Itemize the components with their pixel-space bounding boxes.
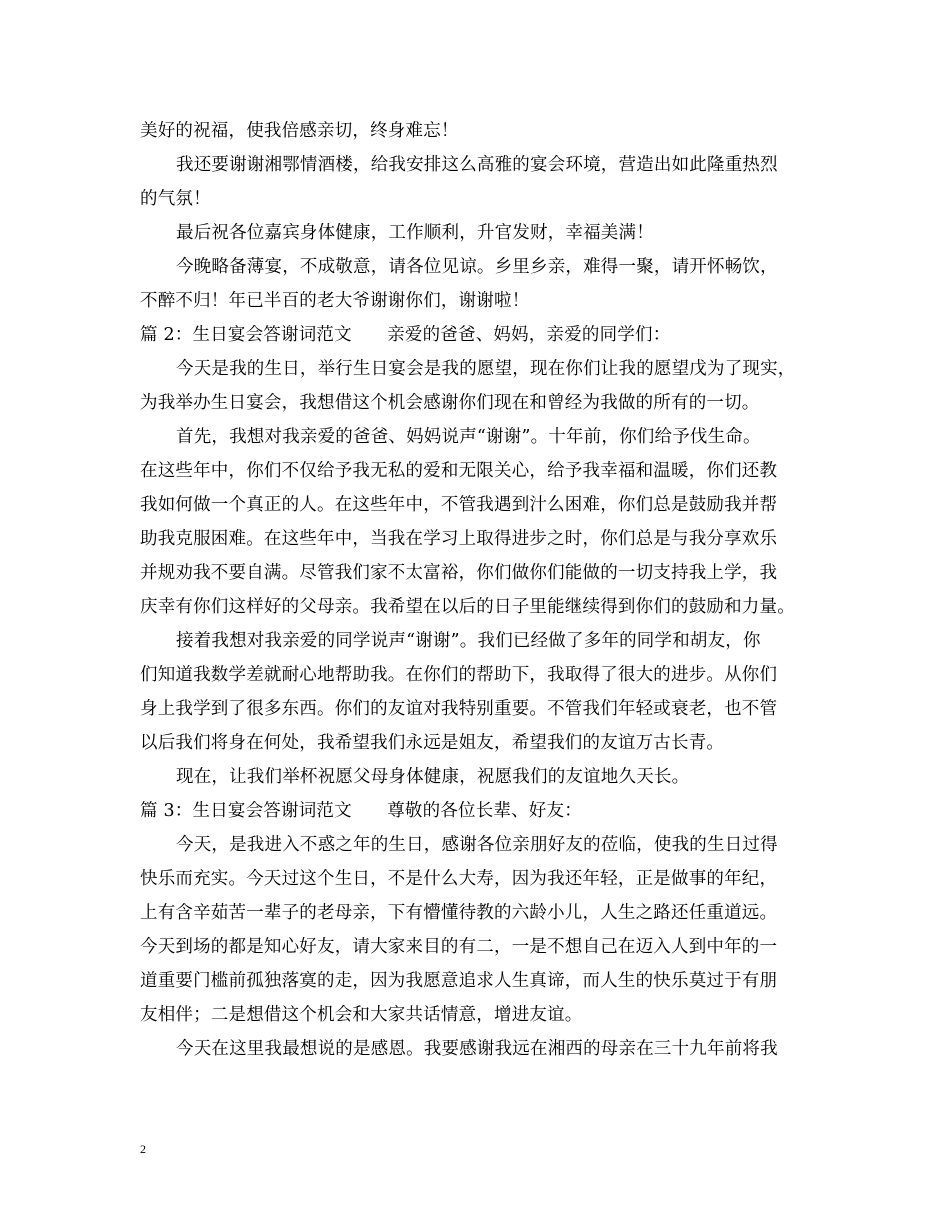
text-line: 今天是我的生日，举行生日宴会是我的愿望，现在你们让我的愿望戊为了现实， bbox=[176, 359, 796, 379]
text-line: 最后祝各位嘉宾身体健康，工作顺利，升官发财，幸福美满！ bbox=[176, 223, 654, 243]
text-line: 首先，我想对我亲爱的爸爸、妈妈说声“谢谢”。十年前，你们给予伐生命。 bbox=[176, 427, 761, 447]
text-line: 不醉不归！年已半百的老大爷谢谢你们，谢谢啦！ bbox=[140, 291, 530, 311]
text-line: 并规劝我不要自满。尽管我们家不太富裕，你们做你们能做的一切支持我上学，我 bbox=[140, 563, 778, 583]
text-line: 今晚略备薄宴，不成敬意，请各位见谅。乡里乡亲，难得一聚，请开怀畅饮， bbox=[176, 257, 778, 277]
text-line: 助我克服困难。在这些年中，当我在学习上取得进步之时，你们总是与我分享欢乐 bbox=[140, 529, 778, 549]
text-line: 现在，让我们举杯祝愿父母身体健康，祝愿我们的友谊地久天长。 bbox=[176, 767, 690, 787]
text-line: 我还要谢谢湘鄂情酒楼，给我安排这么高雅的宴会环境，营造出如此隆重热烈 bbox=[176, 155, 778, 175]
text-line: 快乐而充实。今天过这个生日，不是什么大寿，因为我还年轻，正是做事的年纪， bbox=[140, 869, 778, 889]
text-line: 们知道我数学差就耐心地帮助我。在你们的帮助下，我取得了很大的进步。从你们 bbox=[140, 665, 778, 685]
text-line: 上有含辛茹苦一辈子的老母亲，下有懵懂待教的六龄小儿，人生之路还任重道远。 bbox=[140, 903, 778, 923]
text-line: 以后我们将身在何处，我希望我们永远是姐友，希望我们的友谊万古长青。 bbox=[140, 733, 725, 753]
text-line: 道重要门槛前孤独落寞的走，因为我愿意追求人生真谛，而人生的快乐莫过于有朋 bbox=[140, 971, 778, 991]
section-heading: 篇 2：生日宴会答谢词范文 亲爱的爸爸、妈妈，亲爱的同学们： bbox=[140, 325, 671, 345]
text-line: 我如何做一个真正的人。在这些年中，不管我遇到汁么困难，你们总是鼓励我并帮 bbox=[140, 495, 778, 515]
text-line: 为我举办生日宴会，我想借这个机会感谢你们现在和曾经为我做的所有的一切。 bbox=[140, 393, 760, 413]
text-line: 庆幸有你们这样好的父母亲。我希望在以后的日子里能继续得到你们的鼓励和力量。 bbox=[140, 597, 795, 617]
section-heading: 篇 3：生日宴会答谢词范文 尊敬的各位长辈、好友： bbox=[140, 801, 582, 821]
text-line: 今天到场的都是知心好友，请大家来目的有二，一是不想自己在迈入人到中年的一 bbox=[140, 937, 778, 957]
text-line: 友相伴；二是想借这个机会和大家共话情意，增进友谊。 bbox=[140, 1005, 583, 1025]
text-line: 今天，是我进入不惑之年的生日，感谢各位亲朋好友的莅临，使我的生日过得 bbox=[176, 835, 778, 855]
page-number: 2 bbox=[140, 1142, 146, 1156]
text-line: 接着我想对我亲爱的同学说声“谢谢”。我们已经做了多年的同学和胡友，你 bbox=[176, 631, 761, 651]
text-line: 在这些年中，你们不仅给予我无私的爱和无限关心，给予我幸福和温暖，你们还教 bbox=[140, 461, 778, 481]
text-line: 的气氛！ bbox=[140, 189, 211, 209]
text-line: 今天在这里我最想说的是感恩。我要感谢我远在湘西的母亲在三十九年前将我 bbox=[176, 1039, 778, 1059]
text-line: 美好的祝福，使我倍感亲切，终身难忘！ bbox=[140, 121, 459, 141]
text-line: 身上我学到了很多东西。你们的友谊对我特别重要。不管我们年轻或衰老，也不管 bbox=[140, 699, 778, 719]
